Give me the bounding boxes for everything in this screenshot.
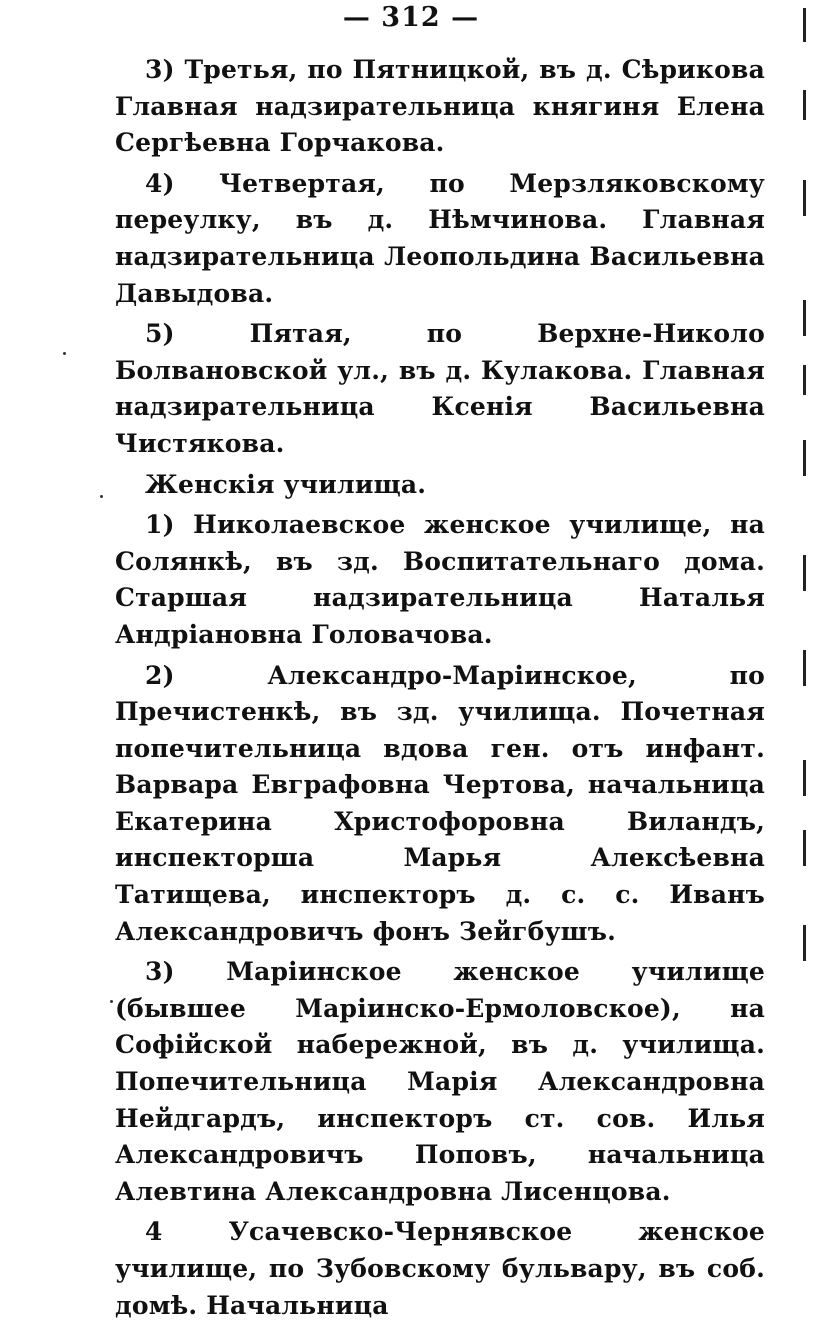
- scan-edge-line: [803, 650, 806, 686]
- section-heading: Женскія училища.: [145, 469, 427, 499]
- scan-speck: [63, 352, 66, 355]
- scan-edge-line: [803, 925, 806, 961]
- school-entry-2: 2) Александро-Маріинское, по Пречистенкѣ, въ зд. училища. Почетная попечительница вдова ген. отъ инфант. Варвара Евграфовна Чертова, начальница Екатерина Христофоровна Виландъ, инспекторша Марья Алексѣевна Татищева, инспекторъ д. с. с. Иванъ Александровичъ фонъ Зейгбушъ.: [115, 660, 765, 946]
- text-column: [115, 52, 765, 1328]
- scan-edge-line: [803, 180, 806, 216]
- scan-edge-line: [803, 440, 806, 476]
- scan-edge-line: [803, 760, 806, 796]
- school-entry-4: 4 Усачевско-Чернявское женское училище, по Зубовскому бульвару, въ соб. домѣ. Начальница: [115, 1217, 765, 1320]
- scan-edge-line: [803, 555, 806, 591]
- scan-speck: [100, 495, 103, 498]
- school-entry-3: 3) Маріинское женское училище (бывшее Маріинско-Ермоловское), на Софійской набережной, въ д. училища. Попечительница Марія Александровна Нейдгардъ, инспекторъ ст. сов. Илья Александровичъ Поповъ, начальница Алевтина Александровна Лисенцова.: [115, 957, 765, 1206]
- scan-edge-line: [803, 830, 806, 866]
- scan-edge-line: [803, 300, 806, 336]
- paragraph-fourth-school: 4) Четвертая, по Мерзляковскому переулку, въ д. Нѣмчинова. Главная надзирательница Леопольдина Васильевна Давыдова.: [115, 168, 765, 308]
- scan-speck: [110, 1000, 113, 1003]
- scan-edge-line: [803, 8, 806, 42]
- paragraph-fifth-school: 5) Пятая, по Верхне-Николо Болвановской ул., въ д. Кулакова. Главная надзирательница Ксенія Васильевна Чистякова.: [115, 319, 765, 458]
- paragraph-third-school: 3) Третья, по Пятницкой, въ д. Сѣрикова Главная надзирательница княгиня Елена Сергѣевна Горчакова.: [115, 55, 765, 158]
- scan-edge-line: [803, 90, 806, 120]
- scan-edge-line: [803, 365, 806, 395]
- school-entry-1: 1) Николаевское женское училище, на Солянкѣ, въ зд. Воспитательнаго дома. Старшая надзирательница Наталья Андріановна Головачова.: [115, 510, 765, 649]
- page-number: — 312 —: [342, 2, 480, 33]
